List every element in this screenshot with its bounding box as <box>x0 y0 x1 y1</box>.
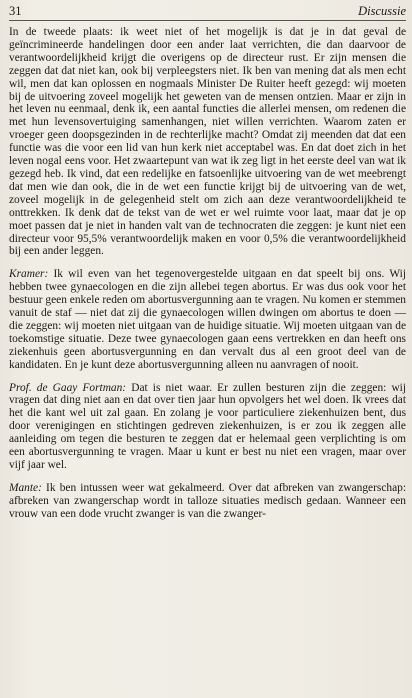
paragraph-kramer <box>9 268 406 371</box>
paragraph-de-gaay-fortman <box>9 382 406 472</box>
page-number: 31 <box>9 4 22 18</box>
speaker-name: Mante: <box>9 481 42 494</box>
speaker-name: Prof. de Gaay Fortman: <box>9 381 127 394</box>
body-text <box>9 26 406 521</box>
paragraph-opening <box>9 26 406 258</box>
paragraph-text: Ik wil even van het tegenovergestelde uitgaan en dat speelt bij ons. Wij hebben twee gynaecologen en die zijn allebei tegen abortus. Er was dus ook voor het bestuur geen enkele reden om abortusvergunning aan te vragen. Nu komen er stemmen vanuit de staf — niet dat zij die gynaecologen willen dwingen om abortus te doen — die zeggen: wij moeten niet uitgaan van de huidige situatie. Wij moeten uitgaan van de toekomstige situatie. Deze twee gynaecologen gaan eens vertrekken en dan heeft ons ziekenhuis geen abortusvergunning en dan vervalt dus al een groot deel van de kandidaten. En je kunt deze abortusvergunning alleen nu aanvragen of nooit. <box>9 268 406 371</box>
paragraph-text: In de tweede plaats: ik weet niet of het mogelijk is dat je in dat geval de geïncrimineerde handelingen door een ander laat verrichten, die dan daarvoor de verantwoordelijkheid krijgt die overigens op de directeur rust. Er zijn mensen die zeggen dat dat niet kan, ook bij verpleegsters niet. Ik ben van mening dat als men echt wil, men dat kan oplossen en nogmaals Minister De Ruiter heeft gezegd: wij moeten bij de uitvoering zoveel mogelijk het geweten van de mensen ontzien. Maar er zijn in het leven nu eenmaal, denk ik, een aantal functies die allerlei mensen, om redenen die met hun levensovertuiging samenhangen, niet willen verrichten. Waarom zaten er vroeger geen doopsgezinden in de rechterlijke macht? Omdat zij meenden dat dat een functie was die voor een lid van hun kerk niet acceptabel was. En dat doet zich in het leven nogal eens voor. Het zwaartepunt van wat ik zeg ligt in het eerste deel van wat ik gezegd heb. Ik vind, dat een redelijke en fatsoenlijke uitvoering van de wet meebrengt dat men wie dan ook, die in de wet een functie krijgt bij de uitvoering van de wet, zoveel mogelijk in de gelegenheid stelt om zich aan deze verantwoordelijkheid te onttrekken. Ik denk dat de tekst van de wet er wel ruimte voor laat, maar dat je op moet passen dat je niet in handen valt van de technocraten die zeggen: je kunt niet een directeur voor 95,5% verantwoordelijk maken en voor 0,5% die verantwoordelijkheid bij een ander leggen. <box>9 26 406 258</box>
paragraph-mante <box>9 482 406 521</box>
speaker-name: Kramer: <box>9 268 49 281</box>
section-title: Discussie <box>358 4 406 18</box>
running-header <box>9 4 406 21</box>
paragraph-text: Ik ben intussen weer wat gekalmeerd. Over dat afbreken van zwangerschap: afbreken van zwangerschap wordt in talloze situaties medisch gedaan. Wanneer een vrouw van een dode vrucht zwanger is van die zwanger- <box>9 481 406 520</box>
paragraph-text: Dat is niet waar. Er zullen besturen zijn die zeggen: wij vragen dat ding niet aan en dat over tien jaar hun opvolgers het wel doen. Ik vrees dat het die kant wel uit zal gaan. En zolang je voor particuliere ziekenhuizen bent, dus door verenigingen en stichtingen gedreven ziekenhuizen, is er zou ik zeggen alle aanleiding om tegen die besturen te zeggen dat er helemaal geen verplichting is om een abortusvergunning te vragen. Maar u kunt er best nu niet een vragen, maar over vijf jaar wel. <box>9 381 406 471</box>
